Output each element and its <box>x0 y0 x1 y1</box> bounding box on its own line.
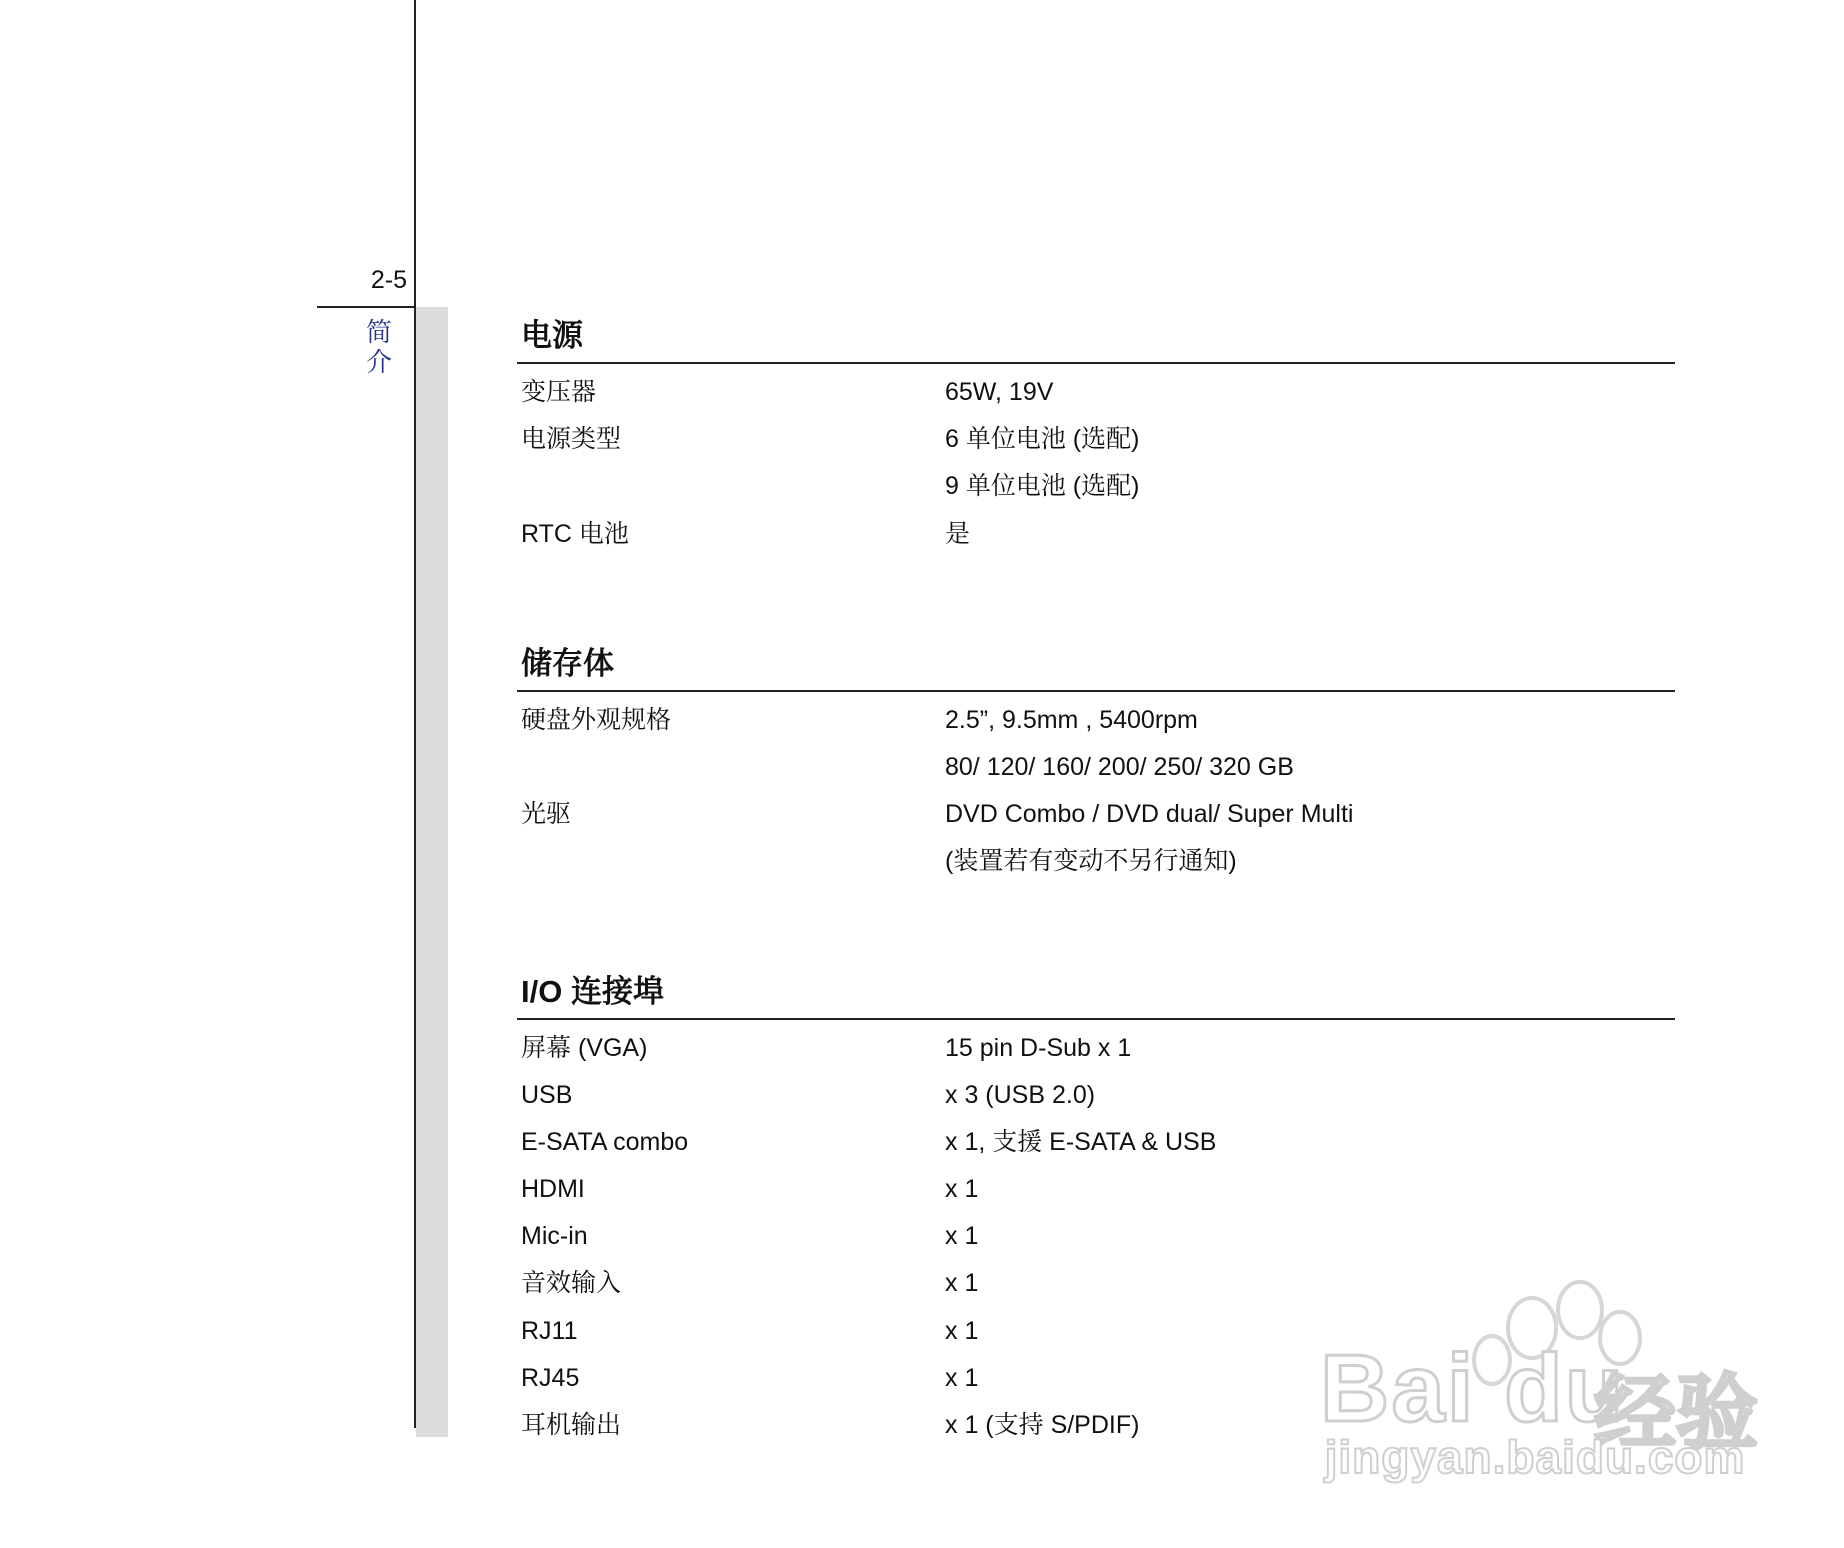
spec-value: 6 单位电池 (选配) <box>945 425 1140 454</box>
spec-label: 屏幕 (VGA) <box>521 1033 648 1062</box>
section-storage <box>517 638 1675 886</box>
spec-value: x 1 (支持 S/PDIF) <box>945 1411 1140 1439</box>
spec-value: x 1 <box>945 1269 979 1298</box>
spec-label: 光驱 <box>521 800 572 829</box>
section-power <box>517 310 1675 558</box>
spec-row <box>517 1072 1675 1119</box>
watermark-brand-cn: 经验 <box>1594 1368 1759 1459</box>
spec-label: 电源类型 <box>521 425 622 454</box>
spec-row <box>517 1213 1675 1260</box>
spec-value: 2.5”, 9.5mm , 5400rpm <box>945 705 1198 734</box>
spec-value: 80/ 120/ 160/ 200/ 250/ 320 GB <box>945 752 1294 781</box>
spec-label: 变压器 <box>521 378 597 406</box>
spec-label <box>517 838 945 885</box>
spec-value: x 1 <box>945 1175 979 1204</box>
spec-value: 65W, 19V <box>945 378 1054 406</box>
spec-label: E-SATA combo <box>521 1127 689 1156</box>
spec-row <box>517 416 1675 463</box>
spec-label: HDMI <box>521 1175 585 1204</box>
spec-row <box>517 511 1675 558</box>
section-title: 电源 <box>521 318 583 353</box>
spec-value: (装置若有变动不另行通知) <box>945 847 1237 876</box>
chapter-label <box>363 318 395 378</box>
spec-row <box>517 1119 1675 1166</box>
spec-row <box>517 369 1675 416</box>
section-title: 储存体 <box>521 645 614 681</box>
spec-label: USB <box>521 1080 573 1109</box>
spec-row <box>517 1025 1675 1072</box>
spec-label: 耳机输出 <box>521 1411 622 1439</box>
spec-value: DVD Combo / DVD dual/ Super Multi <box>945 800 1354 829</box>
spec-row <box>517 838 1675 885</box>
spec-value: 15 pin D-Sub x 1 <box>945 1033 1132 1062</box>
watermark-url: jingyan.baidu.com <box>1324 1431 1746 1483</box>
section-title: I/O 连接埠 <box>521 973 664 1009</box>
spec-row <box>517 1166 1675 1213</box>
spec-label: RJ45 <box>521 1363 580 1392</box>
section-rule <box>517 690 1675 692</box>
spec-row <box>517 744 1675 791</box>
spec-value: x 1 <box>945 1222 979 1251</box>
page-number: 2-5 <box>370 266 407 294</box>
section-rule <box>517 1018 1675 1020</box>
spec-label <box>517 744 945 791</box>
spec-value: x 1 <box>945 1316 979 1345</box>
page-number-rule <box>317 306 416 308</box>
spec-value: x 3 (USB 2.0) <box>945 1080 1096 1109</box>
spec-label: RTC 电池 <box>521 519 629 548</box>
spec-label: Mic-in <box>521 1222 588 1251</box>
spec-value: x 1, 支援 E-SATA & USB <box>945 1127 1217 1156</box>
spec-value: x 1 <box>945 1363 979 1392</box>
margin-gray-band <box>416 307 448 1437</box>
watermark-brand: Bai du <box>1320 1335 1626 1442</box>
chapter-label-char-2: 介 <box>365 348 392 378</box>
spec-value: 9 单位电池 (选配) <box>945 472 1140 501</box>
spec-label <box>517 463 945 510</box>
spec-label: 硬盘外观规格 <box>521 705 672 734</box>
spec-row <box>517 697 1675 744</box>
spec-label: 音效输入 <box>521 1269 622 1298</box>
spec-row <box>517 463 1675 510</box>
spec-value: 是 <box>945 519 971 548</box>
chapter-label-char-1: 简 <box>365 318 392 348</box>
spec-label: RJ11 <box>521 1316 578 1345</box>
section-rule <box>517 362 1675 364</box>
spec-row <box>517 791 1675 838</box>
